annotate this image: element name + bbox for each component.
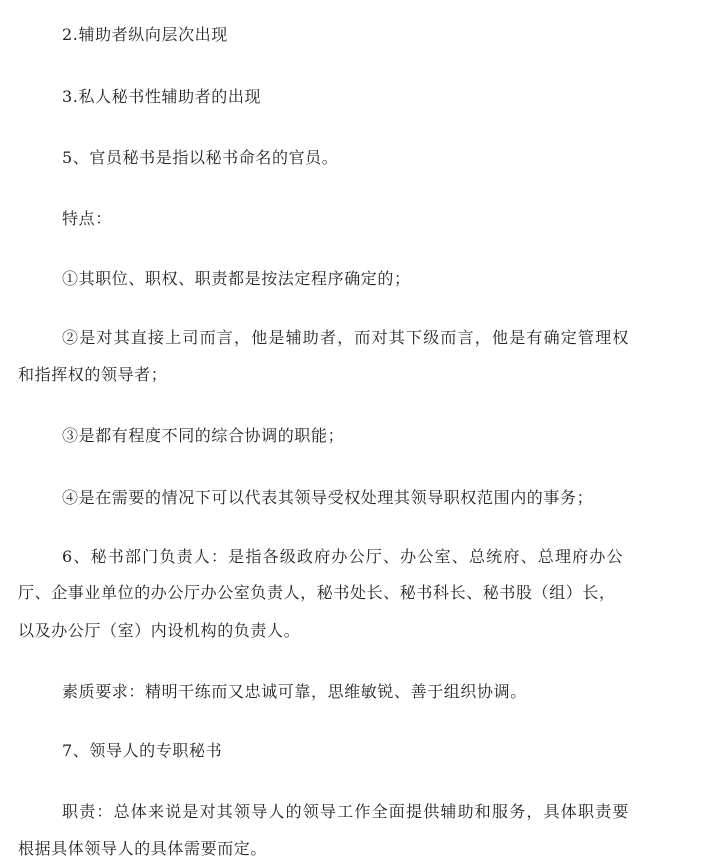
text-line: 职责：总体来说是对其领导人的领导工作全面提供辅助和服务，具体职责要 <box>62 802 630 821</box>
text-line: 厅、企事业单位的办公厅办公室负责人，秘书处长、秘书科长、秘书股（组）长， <box>18 583 616 602</box>
text-line: 3.私人秘书性辅助者的出现 <box>62 87 262 106</box>
text-line: ③是都有程度不同的综合协调的职能； <box>62 426 345 445</box>
text-line: ①其职位、职权、职责都是按法定程序确定的； <box>62 269 411 288</box>
text-line: 7、领导人的专职秘书 <box>62 741 223 760</box>
text-line: 2.辅助者纵向层次出现 <box>62 25 228 44</box>
text-line: ②是对其直接上司而言，他是辅助者，而对其下级而言，他是有确定管理权 <box>62 328 630 347</box>
text-line: 特点： <box>62 209 112 228</box>
text-line: 以及办公厅（室）内设机构的负责人。 <box>18 621 301 640</box>
text-line: 5、官员秘书是指以秘书命名的官员。 <box>62 148 339 167</box>
text-line: 和指挥权的领导者； <box>18 365 168 384</box>
text-line: ④是在需要的情况下可以代表其领导受权处理其领导职权范围内的事务； <box>62 488 594 507</box>
text-line: 素质要求：精明干练而又忠诚可靠，思维敏锐、善于组织协调。 <box>62 682 527 701</box>
text-line: 根据具体领导人的具体需要而定。 <box>18 839 268 858</box>
text-line: 6、秘书部门负责人：是指各级政府办公厅、办公室、总统府、总理府办公 <box>62 547 624 566</box>
